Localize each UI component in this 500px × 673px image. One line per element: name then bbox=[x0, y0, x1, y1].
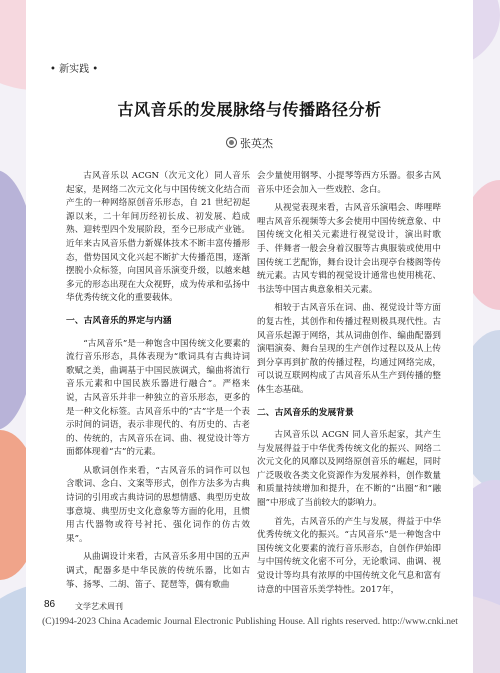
author-mark-icon bbox=[226, 137, 237, 148]
copyright-notice: (C)1994-2023 China Academic Journal Electronic Publishing House. All rights reserved. http://www.cnki.net bbox=[42, 617, 458, 627]
section-heading: 一、古风音乐的界定与内涵 bbox=[66, 315, 172, 326]
article-title: 古风音乐的发展脉络与传播路径分析 bbox=[117, 100, 382, 119]
right-column bbox=[257, 170, 441, 602]
paragraph: 古风音乐以 ACGN（次元文化）同人音乐起家，是网络二次元文化与中国传统文化结合而产生的一种网络原创音乐形态，自 21 世纪初起源以来，二十年间历经初长成、初发展、趋成熟、迎转型四个发展阶段，至今已形成产业链。近年来古风音乐借力新媒体技术不断丰富传播形态，借势国风文化兴起不断扩大传播范围，逐渐摆脱小众标签，向国风音乐演变升级，以越来越多元的形态出现在大众视野，成为传承和弘扬中华优秀传统文化的重要载体。 bbox=[66, 171, 250, 304]
paragraph: 从视觉表现来看，古风音乐演唱会、哔哩哔哩古风音乐视频等大多会使用中国传统意象、中国传统文化相关元素进行视觉设计，演出时歌手、伴舞者一般会身着汉服等古典服装或使用中国传统工艺配饰，舞台设计会出现亭台楼阁等传统元素。古风专辑的视觉设计通常也使用桃花、书法等中国古典意象相关元素。 bbox=[257, 203, 441, 295]
left-column bbox=[66, 170, 250, 597]
paragraph: 会少量使用钢琴、小提琴等西方乐器。很多古风音乐中还会加入一些戏腔、念白。 bbox=[257, 171, 441, 195]
paragraph: “古风音乐”是一种饱含中国传统文化要素的流行音乐形态，具体表现为“歌词具有古典诗词歌赋之美，曲调基于中国民族调式，编曲将流行音乐元素和中国民族乐器进行融合”。严格来说，古风音乐并非一种独立的音乐形态，更多的是一种文化标签。古风音乐中的“古”字是一个表示时间的词语，表示非现代的、有历史的、古老的、传统的，古风音乐在词、曲、视觉设计等方面都体现着“古”的元素。 bbox=[66, 338, 250, 458]
paragraph: 从曲调设计来看，古风音乐多用中国的五声调式，配器多是中华民族的传统乐器，比如古筝、扬琴、二胡、笛子、琵琶等，偶有歌曲 bbox=[66, 552, 250, 590]
author-name: 张英杰 bbox=[240, 137, 273, 150]
section-tag: • 新实践 • bbox=[50, 64, 99, 75]
paragraph: 古风音乐以 ACGN 同人音乐起家，其产生与发展得益于中华优秀传统文化的振兴、网络二次元文化的风靡以及网络原创音乐的崛起，同时广泛吸收各类文化资源作为发展养料，创作数量和质量持续增加和提升，在不断的“出圈”和“融圈”中形成了当前较大的影响力。 bbox=[257, 430, 441, 509]
paragraph: 首先，古风音乐的产生与发展，得益于中华优秀传统文化的振兴。“古风音乐”是一种饱含中国传统文化要素的流行音乐形态，自创作伊始即与中国传统文化密不可分，无论歌词、曲调、视觉设计等均具有浓厚的中国传统文化气息和富有诗意的中国音乐美学特性。2017年， bbox=[257, 516, 441, 595]
paragraph: 从歌词创作来看，“古风音乐的词作可以包含歌词、念白、文案等形式，创作方法多为古典诗词的引用或古典诗词的思想情感、典型历史故事意境、典型历史文化意象等方面的化用，且惯用古代器物或符号衬托、强化词作的仿古效果”。 bbox=[66, 465, 250, 544]
page-number: 86 bbox=[44, 599, 56, 610]
section-heading: 二、古风音乐的发展背景 bbox=[257, 407, 354, 418]
paragraph: 相较于古风音乐在词、曲、视觉设计等方面的复古性，其创作和传播过程则极具现代性。古风音乐起源于网络，其从词曲创作、编曲配器到演唱演奏、舞台呈现的生产创作过程以及从上传到分享再到扩散的传播过程，均通过网络完成，可以说互联网构成了古风音乐从生产到传播的整体生态基础。 bbox=[257, 303, 441, 395]
journal-name: 文学艺术周刊 bbox=[75, 602, 123, 611]
author-line bbox=[26, 135, 473, 151]
